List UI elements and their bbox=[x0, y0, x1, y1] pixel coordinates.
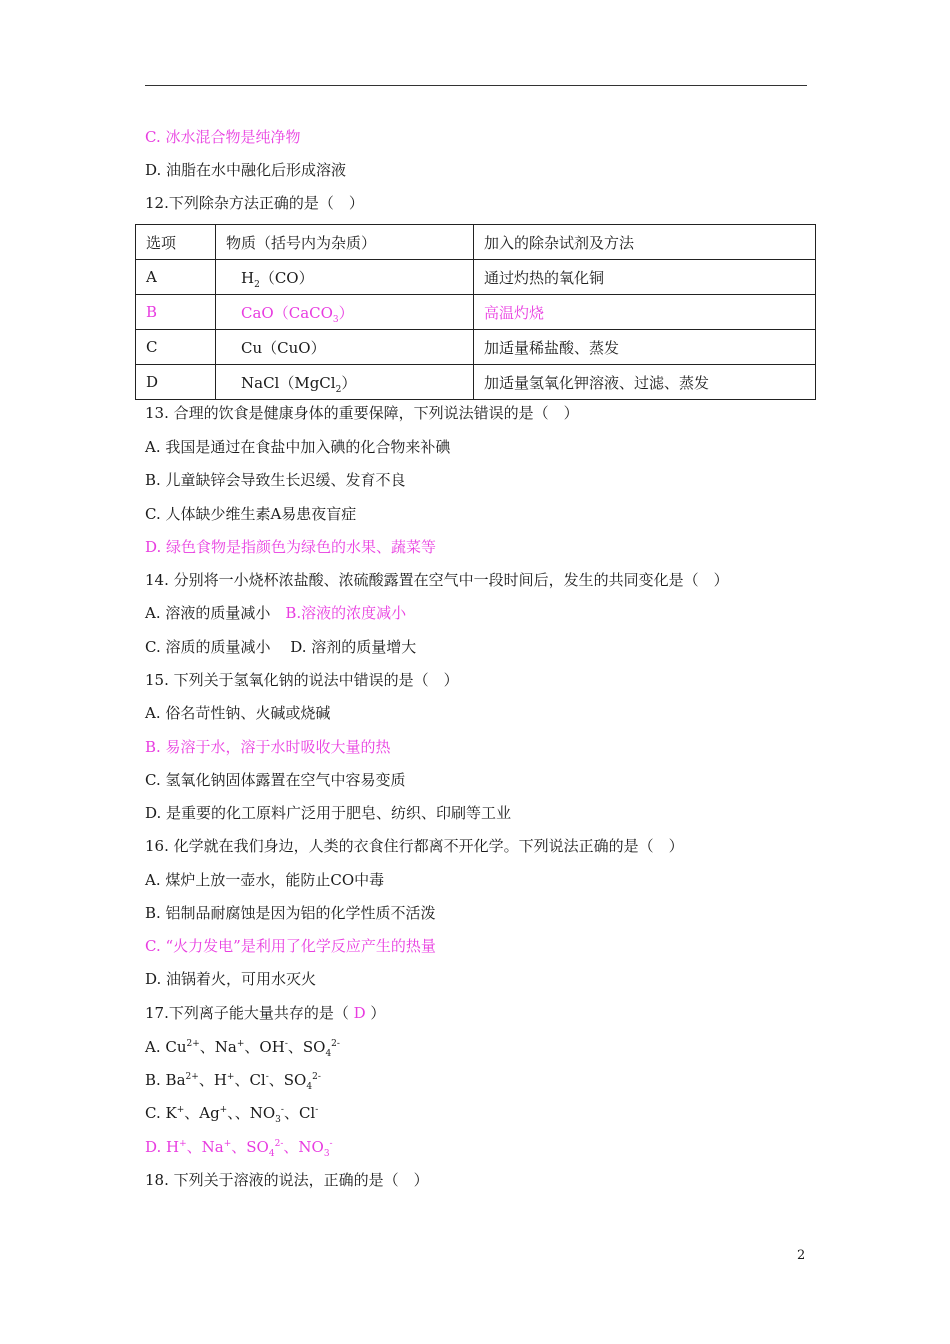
row-substance: CaO（CaCO$_3$） bbox=[216, 295, 474, 330]
row-substance: Cu（CuO） bbox=[216, 330, 474, 365]
row-method: 加适量稀盐酸、蒸发 bbox=[474, 330, 816, 365]
q13-option-b: B. 儿童缺锌会导致生长迟缓、发育不良 bbox=[145, 471, 406, 489]
row-option: D bbox=[136, 365, 216, 400]
q11-option-d: D. 油脂在水中融化后形成溶液 bbox=[145, 161, 347, 179]
row-method: 加适量氢氧化钾溶液、过滤、蒸发 bbox=[474, 365, 816, 400]
q14-options-ab bbox=[145, 603, 406, 623]
q17-option-a: A. $Cu^{2+}$、Na+、OH-、$SO_4^{2-}$ bbox=[145, 1038, 340, 1059]
q13-stem: 13. 合理的饮食是健康身体的重要保障，下列说法错误的是（ ） bbox=[145, 404, 579, 422]
q16-option-a: A. 煤炉上放一壶水，能防止CO中毒 bbox=[145, 871, 385, 889]
table-row bbox=[136, 295, 816, 330]
page-number: 2 bbox=[797, 1248, 806, 1263]
row-option: B bbox=[136, 295, 216, 330]
row-method: 通过灼热的氧化铜 bbox=[474, 260, 816, 295]
q16-option-b: B. 铝制品耐腐蚀是因为铝的化学性质不活泼 bbox=[145, 904, 436, 922]
q17-answer: D bbox=[353, 1004, 366, 1022]
q13-option-d: D. 绿色食物是指颜色为绿色的水果、蔬菜等 bbox=[145, 538, 437, 556]
row-method: 高温灼烧 bbox=[474, 295, 816, 330]
q11-option-c: C. 冰水混合物是纯净物 bbox=[145, 128, 301, 146]
q12-stem: 12.下列除杂方法正确的是（ ） bbox=[145, 194, 364, 212]
row-substance: $H_2(CO)$ bbox=[216, 260, 474, 295]
row-option: A bbox=[136, 260, 216, 295]
q13-option-c: C. 人体缺少维生素A易患夜盲症 bbox=[145, 505, 357, 523]
q15-option-d: D. 是重要的化工原料广泛用于肥皂、纺织、印刷等工业 bbox=[145, 804, 512, 822]
q14-option-a: A. 溶液的质量减小 bbox=[145, 604, 271, 622]
q14-option-b: B.溶液的浓度减小 bbox=[285, 604, 407, 622]
q17-option-d: D. H+、Na+、$SO_4^{2-}$、$NO_3^-$ bbox=[145, 1138, 333, 1159]
q17-option-c: C. K+、Ag+、、$NO_3^-$、Cl- bbox=[145, 1104, 319, 1125]
header-rule bbox=[145, 85, 807, 86]
q15-option-c: C. 氢氧化钠固体露置在空气中容易变质 bbox=[145, 771, 406, 789]
table-header-row bbox=[136, 225, 816, 260]
row-option: C bbox=[136, 330, 216, 365]
table-row bbox=[136, 330, 816, 365]
q16-stem: 16. 化学就在我们身边，人类的衣食住行都离不开化学。下列说法正确的是（ ） bbox=[145, 837, 684, 855]
q15-option-a: A. 俗名苛性钠、火碱或烧碱 bbox=[145, 704, 331, 722]
header-substance: 物质（括号内为杂质） bbox=[216, 225, 474, 260]
q15-stem: 15. 下列关于氢氧化钠的说法中错误的是（ ） bbox=[145, 671, 459, 689]
q16-option-d: D. 油锅着火，可用水灭火 bbox=[145, 970, 317, 988]
table-row bbox=[136, 365, 816, 400]
q14-stem: 14. 分别将一小烧杯浓盐酸、浓硫酸露置在空气中一段时间后，发生的共同变化是（ ） bbox=[145, 571, 729, 589]
table-row bbox=[136, 260, 816, 295]
header-option: 选项 bbox=[136, 225, 216, 260]
q15-option-b: B. 易溶于水，溶于水时吸收大量的热 bbox=[145, 738, 391, 756]
q13-option-a: A. 我国是通过在食盐中加入碘的化合物来补碘 bbox=[145, 438, 451, 456]
row-substance: NaCl（MgCl$_2$） bbox=[216, 365, 474, 400]
q12-table bbox=[135, 224, 816, 400]
q17-option-b: B. $Ba^{2+}$、H+、Cl-、$SO_4^{2-}$ bbox=[145, 1071, 321, 1092]
q17-stem: 17.下列离子能大量共存的是（ D ） bbox=[145, 1004, 386, 1022]
q14-options-cd: C. 溶质的质量减小 D. 溶剂的质量增大 bbox=[145, 638, 417, 656]
q16-option-c: C. “火力发电”是利用了化学反应产生的热量 bbox=[145, 937, 436, 955]
q18-stem: 18. 下列关于溶液的说法，正确的是（ ） bbox=[145, 1171, 429, 1189]
header-method: 加入的除杂试剂及方法 bbox=[474, 225, 816, 260]
